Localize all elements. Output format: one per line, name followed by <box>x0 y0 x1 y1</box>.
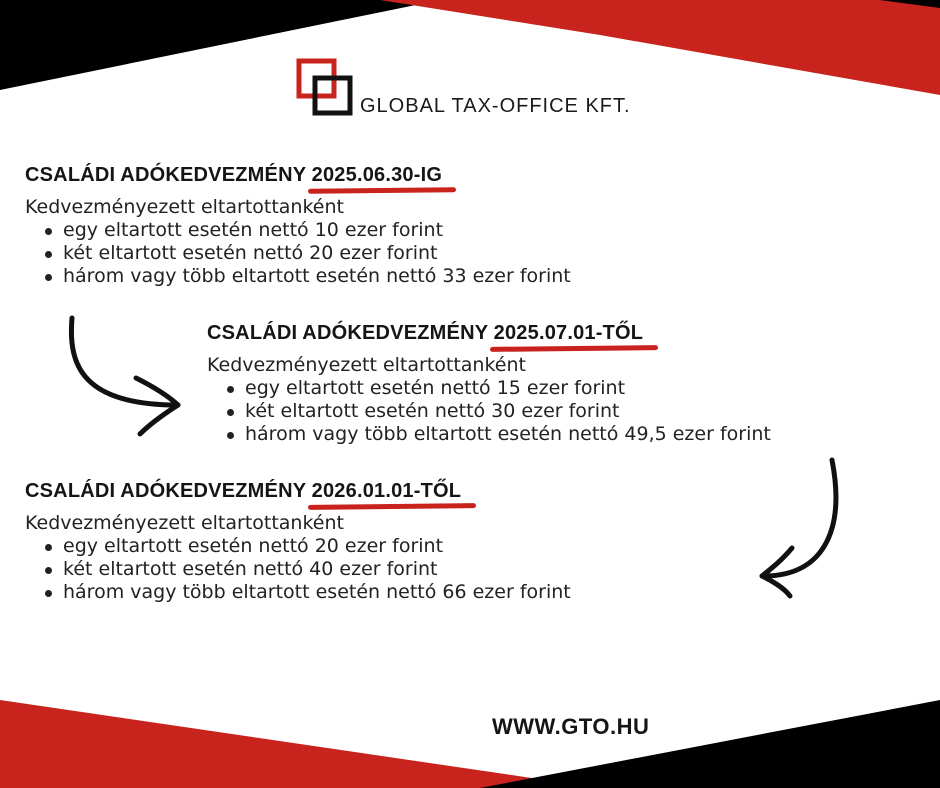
list-item: három vagy több eltartott esetén nettó 33 ezer forint <box>43 265 571 288</box>
list-item: három vagy több eltartott esetén nettó 49,5 ezer forint <box>225 423 771 446</box>
list-item: egy eltartott esetén nettó 15 ezer forint <box>225 377 771 400</box>
list-item: egy eltartott esetén nettó 10 ezer forint <box>43 219 571 242</box>
list-item: három vagy több eltartott esetén nettó 66 ezer forint <box>43 581 571 604</box>
section-heading <box>25 162 571 188</box>
section-until-2025-06-30 <box>25 162 571 288</box>
curved-arrow-right-icon <box>60 310 190 440</box>
list-item: két eltartott esetén nettó 30 ezer forint <box>225 400 771 423</box>
heading-date: 2025.06.30-IG <box>311 164 443 186</box>
website-link[interactable]: WWW.GTO.HU <box>492 714 650 739</box>
heading-prefix: CSALÁDI ADÓKEDVEZMÉNY <box>25 164 312 186</box>
benefit-list <box>25 535 571 604</box>
heading-prefix: CSALÁDI ADÓKEDVEZMÉNY <box>207 322 494 344</box>
heading-date: 2025.07.01-TŐL <box>493 322 644 344</box>
company-logo <box>296 58 356 118</box>
section-from-2025-07-01 <box>207 320 771 446</box>
section-intro: Kedvezményezett eltartottanként <box>25 512 344 534</box>
top-black-shape <box>0 0 440 90</box>
section-intro: Kedvezményezett eltartottanként <box>25 196 344 218</box>
section-heading <box>207 320 771 346</box>
top-red-shape <box>380 0 940 95</box>
heading-date: 2026.01.01-TŐL <box>311 480 462 502</box>
section-heading <box>25 478 571 504</box>
list-item: két eltartott esetén nettó 20 ezer forint <box>43 242 571 265</box>
section-from-2026-01-01 <box>25 478 571 604</box>
company-name: GLOBAL TAX-OFFICE KFT. <box>360 95 631 117</box>
benefit-list <box>207 377 771 446</box>
section-intro: Kedvezményezett eltartottanként <box>207 354 526 376</box>
list-item: egy eltartott esetén nettó 20 ezer forint <box>43 535 571 558</box>
curved-arrow-left-icon <box>752 452 852 602</box>
heading-prefix: CSALÁDI ADÓKEDVEZMÉNY <box>25 480 312 502</box>
benefit-list <box>25 219 571 288</box>
list-item: két eltartott esetén nettó 40 ezer forint <box>43 558 571 581</box>
